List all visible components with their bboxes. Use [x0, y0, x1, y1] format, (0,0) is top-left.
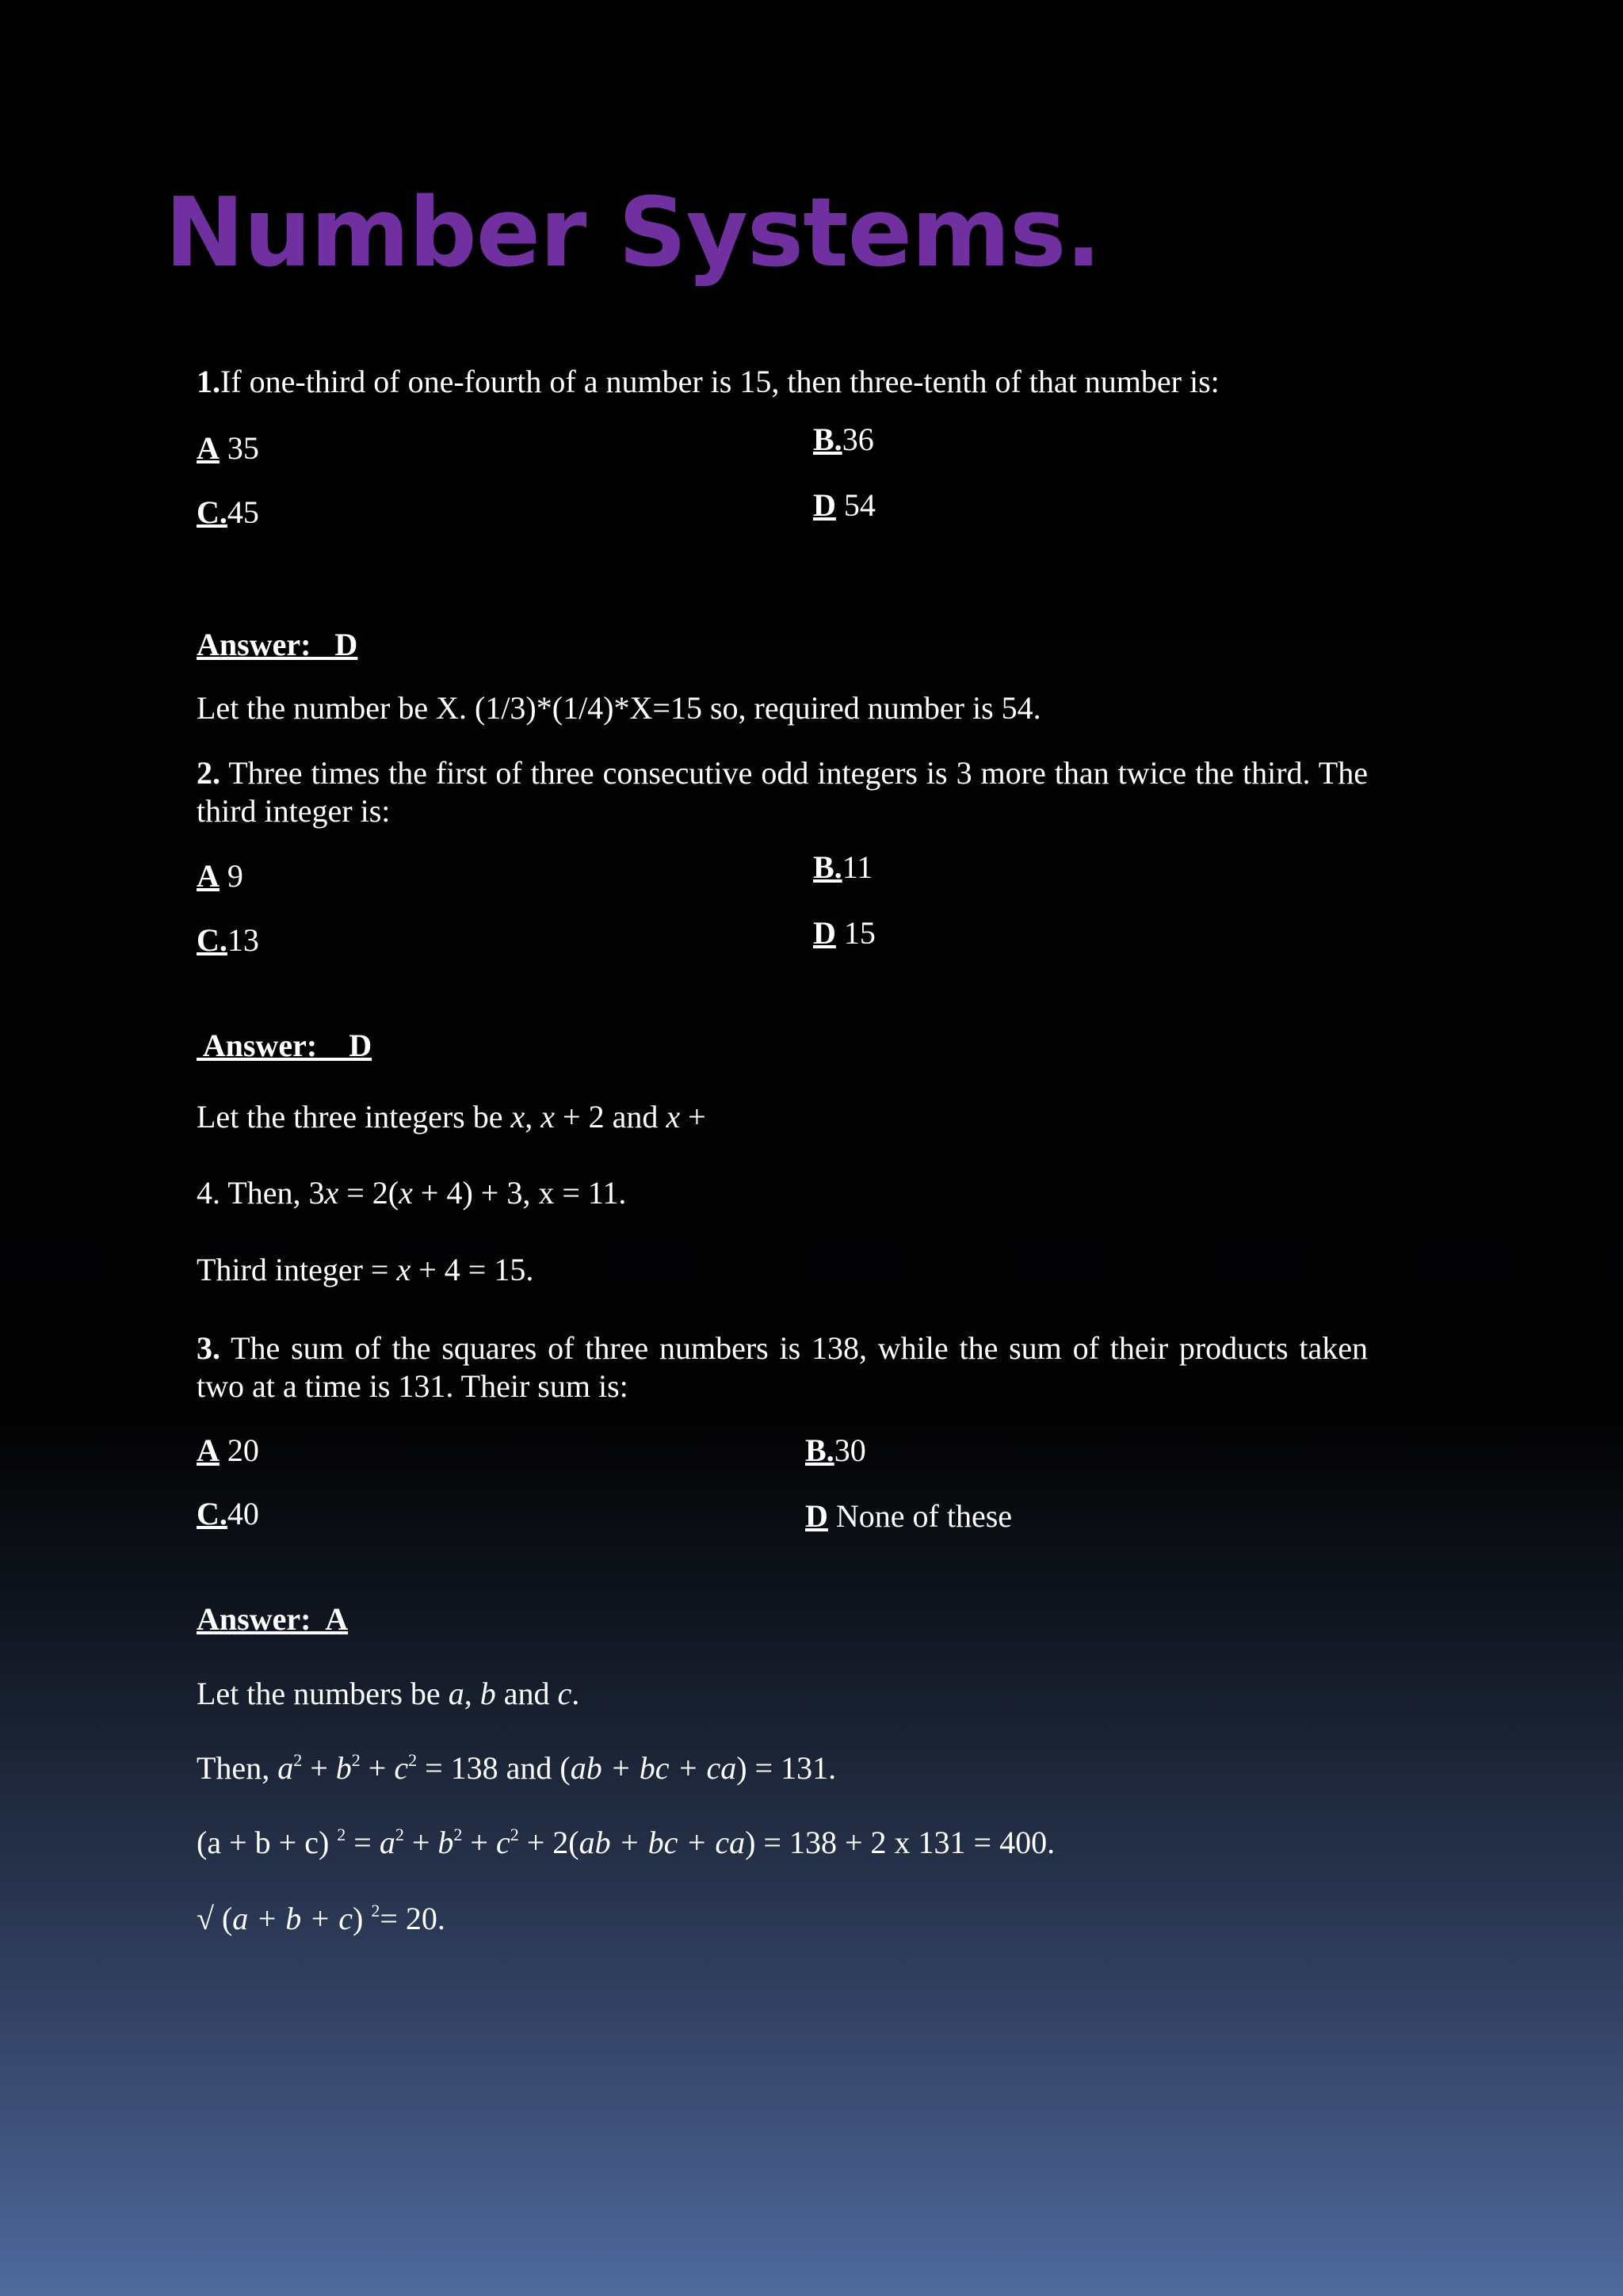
variable-x: x: [540, 1099, 556, 1135]
q2-option-a: [197, 857, 243, 895]
q1-option-a-value: 35: [219, 430, 259, 466]
text-run: = 138 and (: [417, 1750, 571, 1786]
text-run: +: [403, 1825, 438, 1860]
exponent: 2: [337, 1824, 346, 1844]
text-run: Third integer =: [197, 1252, 397, 1287]
q3-option-d: [805, 1497, 1012, 1535]
q3-option-c-label: C.: [197, 1496, 227, 1531]
variable-a: a: [379, 1825, 395, 1860]
q1-option-a-label: A: [197, 430, 220, 466]
q2-option-a-label: A: [197, 858, 220, 894]
variable-b: b: [479, 1676, 496, 1711]
variable-x: x: [324, 1175, 339, 1211]
q2-option-c-value: 13: [227, 922, 259, 958]
q3-option-a-value: 20: [219, 1432, 259, 1468]
q1-option-c-label: C.: [197, 494, 227, 530]
q2-option-c-label: C.: [197, 922, 227, 958]
q3-answer: Answer: A: [197, 1601, 349, 1637]
text-run: +: [462, 1825, 496, 1860]
question-1-text: If one-third of one-fourth of a number is 15, then three-tenth of that number is:: [220, 364, 1220, 399]
question-2: [197, 754, 1368, 830]
q2-option-a-value: 9: [219, 858, 243, 894]
variable-x: x: [396, 1252, 411, 1287]
q1-option-d-value: 54: [835, 487, 876, 523]
variable-b: b: [437, 1825, 454, 1860]
q3-solution-line-1: [197, 1675, 579, 1713]
q1-solution: Let the number be X. (1/3)*(1/4)*X=15 so, required number is 54.: [197, 690, 1041, 726]
variable-x: x: [666, 1099, 681, 1135]
q1-answer: Answer: D: [197, 627, 358, 662]
q2-solution-line-1: [197, 1098, 706, 1136]
q3-solution-line-3: [197, 1824, 1055, 1867]
text-run: 4. Then, 3: [197, 1175, 325, 1211]
text-run: Let the three integers be: [197, 1099, 511, 1135]
text-run: √ (: [197, 1901, 233, 1936]
sum-terms: a + b + c: [232, 1901, 353, 1936]
text-run: = 20.: [380, 1901, 445, 1936]
q3-solution-line-4: [197, 1900, 445, 1943]
variable-x: x: [399, 1175, 413, 1211]
text-run: (a + b + c): [197, 1825, 338, 1860]
exponent: 2: [453, 1824, 463, 1844]
q2-solution-line-2: [197, 1174, 626, 1212]
variable-a: a: [448, 1676, 464, 1711]
q1-option-c-value: 45: [227, 494, 259, 530]
q3-solution-line-2: [197, 1749, 836, 1792]
text-run: = 2(: [338, 1175, 399, 1211]
text-run: ,: [464, 1676, 480, 1711]
text-run: and: [495, 1676, 558, 1711]
question-3: [197, 1329, 1368, 1405]
q2-option-c: [197, 921, 259, 959]
q3-option-d-label: D: [805, 1498, 828, 1534]
q1-option-b-label: B.: [813, 421, 842, 457]
text-run: ) = 131.: [736, 1750, 837, 1786]
exponent: 2: [293, 1749, 303, 1770]
q1-option-b-value: 36: [842, 421, 874, 457]
q3-option-a: [197, 1432, 259, 1470]
text-run: Let the numbers be: [197, 1676, 449, 1711]
variable-c: c: [394, 1750, 409, 1786]
product-terms: ab + bc + ca: [579, 1825, 746, 1860]
q2-option-d-value: 15: [835, 915, 876, 951]
q3-option-b-label: B.: [805, 1432, 834, 1468]
question-3-text: The sum of the squares of three numbers is 138, while the sum of their products taken two at a time is 131. Their sum is:: [197, 1330, 1368, 1404]
exponent: 2: [510, 1824, 519, 1844]
q3-option-b-value: 30: [834, 1432, 866, 1468]
q2-option-b-value: 11: [842, 849, 873, 885]
text-run: +: [360, 1750, 395, 1786]
text-run: =: [346, 1825, 380, 1860]
q2-solution-line-3: [197, 1251, 533, 1289]
text-run: + 2(: [518, 1825, 579, 1860]
text-run: +: [302, 1750, 336, 1786]
text-run: + 4) + 3, x = 11.: [412, 1175, 627, 1211]
q3-option-c-value: 40: [227, 1496, 259, 1531]
q1-option-c: [197, 494, 259, 532]
q3-option-c: [197, 1495, 259, 1533]
q2-option-b-label: B.: [813, 849, 842, 885]
text-run: ) = 138 + 2 x 131 = 400.: [745, 1825, 1056, 1860]
page-title: Number Systems.: [165, 178, 1102, 288]
variable-c: c: [495, 1825, 510, 1860]
q1-option-b: [813, 421, 874, 459]
text-run: .: [571, 1676, 580, 1711]
text-run: + 4 = 15.: [411, 1252, 534, 1287]
text-run: ): [353, 1901, 372, 1936]
variable-c: c: [557, 1676, 572, 1711]
text-run: + 2 and: [555, 1099, 666, 1135]
text-run: +: [680, 1099, 706, 1135]
q2-option-d-label: D: [813, 915, 836, 951]
question-1-number: 1.: [197, 364, 220, 399]
exponent: 2: [395, 1824, 404, 1844]
q1-option-d: [813, 486, 876, 524]
exponent: 2: [408, 1749, 418, 1770]
text-run: ,: [525, 1099, 541, 1135]
q2-option-d: [813, 914, 876, 952]
q2-option-b: [813, 849, 873, 887]
text-run: Then,: [197, 1750, 278, 1786]
q1-option-a: [197, 429, 259, 467]
variable-b: b: [335, 1750, 352, 1786]
q3-option-a-label: A: [197, 1432, 220, 1468]
q3-option-d-value: None of these: [827, 1498, 1013, 1534]
variable-x: x: [510, 1099, 525, 1135]
q2-answer: Answer: D: [197, 1028, 372, 1063]
exponent: 2: [351, 1749, 361, 1770]
question-2-text: Three times the first of three consecutive odd integers is 3 more than twice the third. The third integer is:: [197, 755, 1368, 829]
variable-a: a: [277, 1750, 294, 1786]
question-3-number: 3.: [197, 1330, 220, 1366]
exponent: 2: [371, 1900, 380, 1920]
question-1: [197, 363, 1220, 401]
product-terms: ab + bc + ca: [570, 1750, 737, 1786]
q3-option-b: [805, 1432, 866, 1470]
question-2-number: 2.: [197, 755, 220, 791]
q1-option-d-label: D: [813, 487, 836, 523]
